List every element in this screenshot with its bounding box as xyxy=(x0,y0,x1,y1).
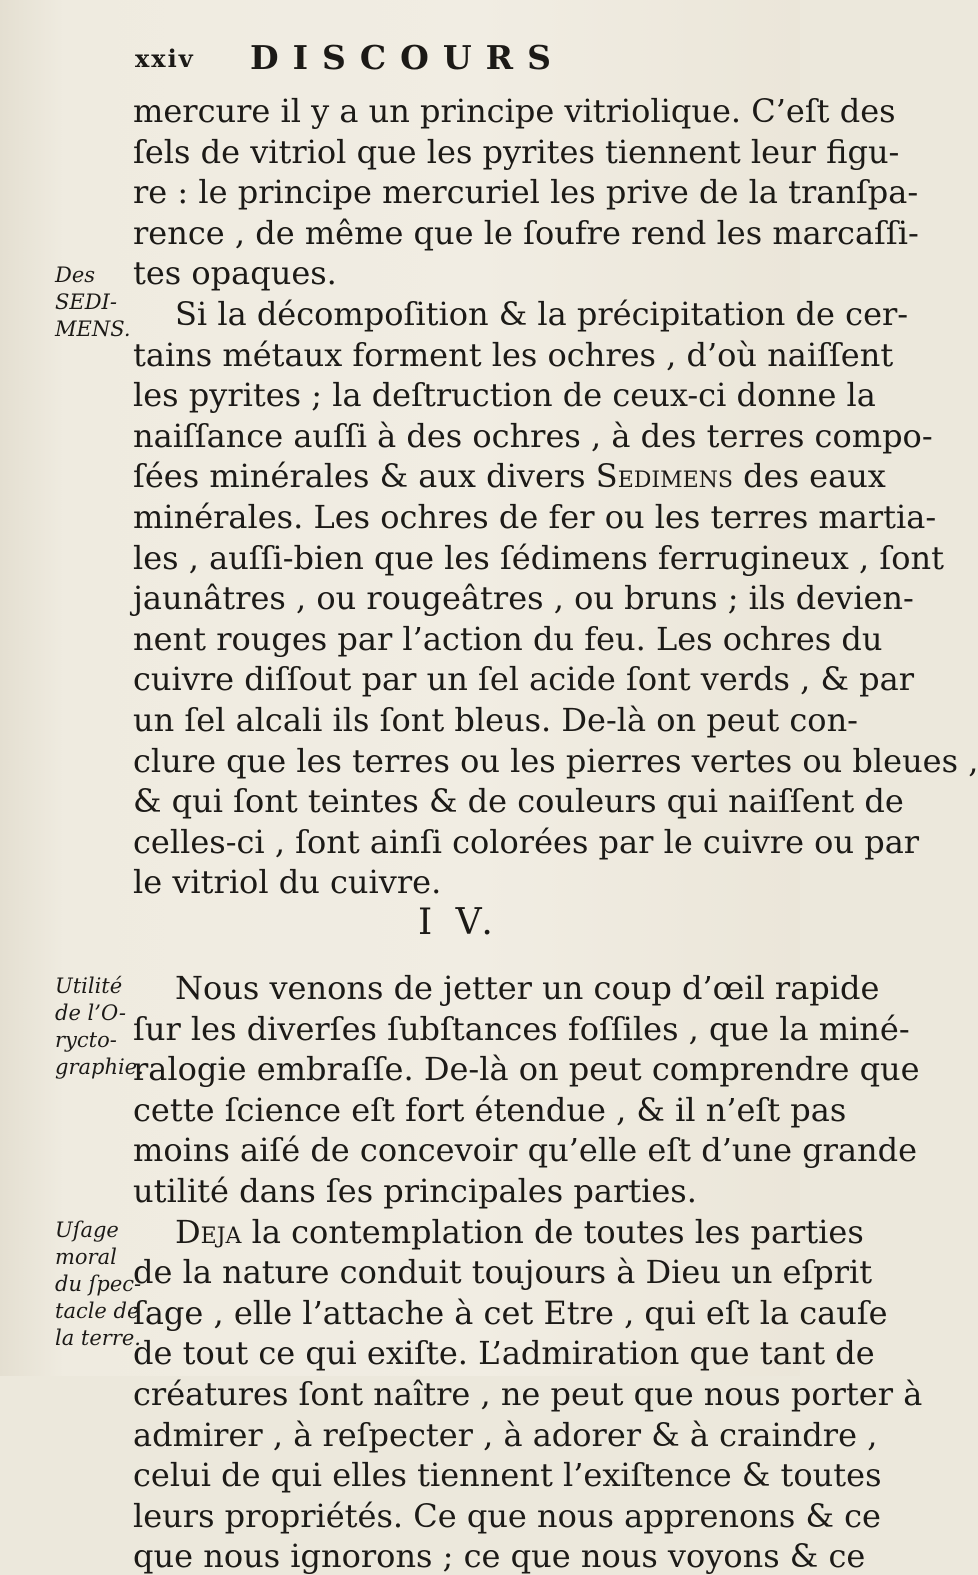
text-line: de tout ce qui exiſte. L’admiration que tant de xyxy=(133,1334,875,1372)
text-line: mercure il y a un principe vitriolique. C’eſt des xyxy=(133,92,896,130)
text-line: ſels de vitriol que les pyrites tiennent leur figu- xyxy=(133,133,900,171)
margin-note-moral-use xyxy=(55,1217,142,1352)
text-line: ſées minérales & aux divers Sedimens des eaux xyxy=(133,457,886,495)
text-line: de la nature conduit toujours à Dieu un eſprit xyxy=(133,1253,873,1291)
text-line: les pyrites ; la deſtruction de ceux-ci donne la xyxy=(133,376,876,414)
margin-note-line: moral xyxy=(55,1245,117,1269)
text-line: celui de qui elles tiennent l’exiſtence & toutes xyxy=(133,1456,882,1494)
margin-note-line: de l’O- xyxy=(55,1001,127,1025)
text-line: ſage , elle l’attache à cet Etre , qui eſt la cauſe xyxy=(133,1294,888,1332)
text-line: & qui ſont teintes & de couleurs qui naiſſent de xyxy=(133,782,904,820)
margin-note-line: du ſpec- xyxy=(55,1272,142,1296)
margin-note-line: Des xyxy=(55,263,96,287)
margin-note-sediments xyxy=(55,262,137,343)
margin-note-utility xyxy=(55,973,144,1081)
margin-note-line: MENS. xyxy=(55,317,131,341)
margin-note-line: ryctо- xyxy=(55,1028,117,1052)
text-line: Deja la contemplation de toutes les parties xyxy=(175,1213,864,1251)
text-line: ſur les diverſes ſubſtances foſſiles , que la miné- xyxy=(133,1010,910,1048)
text-line: un ſel alcali ils ſont bleus. De-là on peut con- xyxy=(133,701,858,739)
text-line: re : le principe mercuriel les prive de la tranſpa- xyxy=(133,173,919,211)
text-line: utilité dans ſes principales parties. xyxy=(133,1172,697,1210)
text-line: minérales. Les ochres de fer ou les terres martia- xyxy=(133,498,937,536)
text-line: naiſſance auſſi à des ochres , à des terres compo- xyxy=(133,417,933,455)
running-title: DISCOURS xyxy=(250,38,565,77)
text-line: celles-ci , ſont ainſi colorées par le cuivre ou par xyxy=(133,823,920,861)
text-line: nent rouges par l’action du feu. Les ochres du xyxy=(133,620,883,658)
text-line: clure que les terres ou les pierres vertes ou bleues , xyxy=(133,742,978,780)
smallcaps-word: Sedimens xyxy=(595,457,733,495)
page-header xyxy=(135,38,695,84)
margin-note-line: tacle de xyxy=(55,1299,140,1323)
text-line: tes opaques. xyxy=(133,254,337,292)
text-line: jaunâtres , ou rougeâtres , ou bruns ; ils devien- xyxy=(133,579,914,617)
text-line: que nous ignorons ; ce que nous voyons & ce xyxy=(133,1537,866,1575)
text-line: rence , de même que le ſoufre rend les marcaſſi- xyxy=(133,214,919,252)
smallcaps-word: Deja xyxy=(175,1213,242,1251)
text-line: moins aiſé de concevoir qu’elle eſt d’une grande xyxy=(133,1131,918,1169)
text-line: leurs propriétés. Ce que nous apprenons & ce xyxy=(133,1497,881,1535)
text-line: tains métaux forment les ochres , d’où naiſſent xyxy=(133,336,894,374)
text-line: créatures ſont naître , ne peut que nous porter à xyxy=(133,1375,923,1413)
text-line: cette ſcience eſt fort étendue , & il n’eſt pas xyxy=(133,1091,847,1129)
text-line: ralogie embraſſe. De-là on peut comprendre que xyxy=(133,1050,920,1088)
page-number: xxiv xyxy=(135,44,195,73)
margin-note-line: Utilité xyxy=(55,974,123,998)
text-line: Si la décompoſition & la précipitation de cer- xyxy=(175,295,909,333)
margin-note-line: SEDI- xyxy=(55,290,117,314)
text-line: Nous venons de jetter un coup d’œil rapide xyxy=(175,969,880,1007)
margin-note-line: graphie. xyxy=(55,1055,144,1079)
text-line: cuivre diſſout par un ſel acide ſont verds , & par xyxy=(133,660,914,698)
text-line: le vitriol du cuivre. xyxy=(133,863,442,901)
text-line: admirer , à reſpecter , à adorer & à craindre , xyxy=(133,1416,878,1454)
margin-note-line: la terre. xyxy=(55,1326,141,1350)
section-number: I V. xyxy=(418,902,499,943)
text-line: les , auſſi-bien que les ſédimens ferrugineux , ſont xyxy=(133,539,944,577)
margin-note-line: Uſage xyxy=(55,1218,119,1242)
